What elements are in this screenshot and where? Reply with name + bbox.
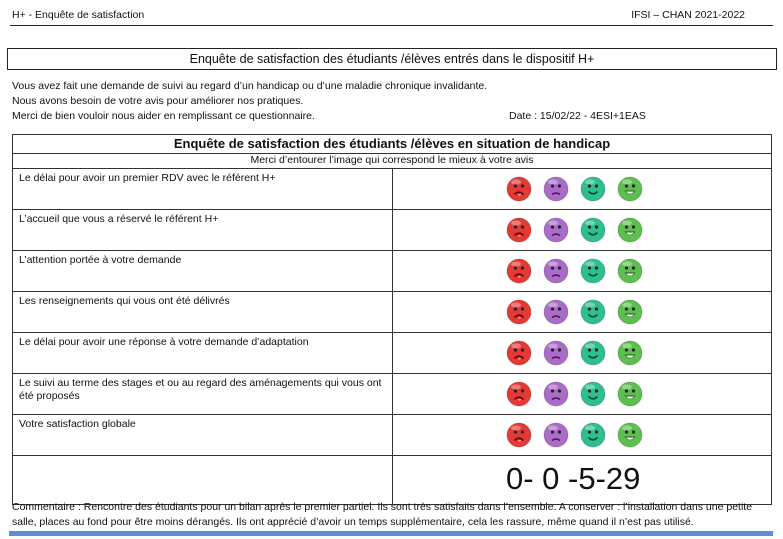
total-label-cell xyxy=(13,456,393,505)
intro-line-3: Merci de bien vouloir nous aider en remplissant ce questionnaire. xyxy=(12,110,315,122)
very-unhappy-face-icon[interactable] xyxy=(506,340,532,366)
happy-face-icon[interactable] xyxy=(580,176,606,202)
very-happy-face-icon[interactable] xyxy=(617,258,643,284)
rating-faces xyxy=(393,415,771,455)
survey-instruction: Merci d’entourer l’image qui correspond le mieux à votre avis xyxy=(13,154,772,169)
question-label: Les renseignements qui vous ont été délivrés xyxy=(13,292,393,333)
rating-faces xyxy=(393,292,771,332)
unhappy-face-icon[interactable] xyxy=(543,258,569,284)
very-happy-face-icon[interactable] xyxy=(617,340,643,366)
question-row xyxy=(13,251,772,292)
header-title: H+ - Enquête de satisfaction xyxy=(12,9,145,21)
score-tally: 0- 0 -5-29 xyxy=(506,461,641,496)
rating-faces-cell xyxy=(393,169,772,210)
rating-faces xyxy=(393,251,771,291)
happy-face-icon[interactable] xyxy=(580,340,606,366)
rating-faces-cell xyxy=(393,292,772,333)
footer-bar xyxy=(9,531,773,536)
happy-face-icon[interactable] xyxy=(580,299,606,325)
intro-line-2: Nous avons besoin de votre avis pour améliorer nos pratiques. xyxy=(12,95,304,107)
very-unhappy-face-icon[interactable] xyxy=(506,258,532,284)
unhappy-face-icon[interactable] xyxy=(543,381,569,407)
very-unhappy-face-icon[interactable] xyxy=(506,381,532,407)
very-unhappy-face-icon[interactable] xyxy=(506,217,532,243)
question-row xyxy=(13,169,772,210)
very-happy-face-icon[interactable] xyxy=(617,299,643,325)
rating-faces xyxy=(393,333,771,373)
happy-face-icon[interactable] xyxy=(580,422,606,448)
very-unhappy-face-icon[interactable] xyxy=(506,176,532,202)
document-title: Enquête de satisfaction des étudiants /élèves entrés dans le dispositif H+ xyxy=(7,48,777,70)
rating-faces-cell xyxy=(393,415,772,456)
question-row xyxy=(13,292,772,333)
unhappy-face-icon[interactable] xyxy=(543,340,569,366)
rating-faces-cell xyxy=(393,333,772,374)
question-row xyxy=(13,374,772,415)
comment-text: Commentaire : Rencontre des étudiants pour un bilan après le premier partiel. Ils sont très satisfaits dans l’ensemble. A conserver : l’installation dans une petite salle, places au fond pour être moins dérangés. Ils ont apprécié d’avoir un temps supplémentaire, cela les rassure, même quand il n’est pas utilisé. xyxy=(12,501,753,528)
question-label: Votre satisfaction globale xyxy=(13,415,393,456)
happy-face-icon[interactable] xyxy=(580,258,606,284)
unhappy-face-icon[interactable] xyxy=(543,299,569,325)
unhappy-face-icon[interactable] xyxy=(543,422,569,448)
very-happy-face-icon[interactable] xyxy=(617,176,643,202)
rating-faces-cell xyxy=(393,251,772,292)
very-unhappy-face-icon[interactable] xyxy=(506,299,532,325)
rating-faces xyxy=(393,374,771,414)
question-label: Le délai pour avoir une réponse à votre demande d’adaptation xyxy=(13,333,393,374)
question-label: L’accueil que vous a réservé le référent H+ xyxy=(13,210,393,251)
very-happy-face-icon[interactable] xyxy=(617,381,643,407)
very-unhappy-face-icon[interactable] xyxy=(506,422,532,448)
question-row xyxy=(13,415,772,456)
question-rows xyxy=(13,169,772,456)
question-row xyxy=(13,333,772,374)
question-label: Le délai pour avoir un premier RDV avec le référent H+ xyxy=(13,169,393,210)
happy-face-icon[interactable] xyxy=(580,217,606,243)
happy-face-icon[interactable] xyxy=(580,381,606,407)
header-divider xyxy=(10,25,773,26)
survey-heading: Enquête de satisfaction des étudiants /élèves en situation de handicap xyxy=(13,135,772,154)
very-happy-face-icon[interactable] xyxy=(617,217,643,243)
survey-table xyxy=(12,134,772,505)
rating-faces xyxy=(393,210,771,250)
question-label: L’attention portée à votre demande xyxy=(13,251,393,292)
rating-faces xyxy=(393,169,771,209)
rating-faces-cell xyxy=(393,210,772,251)
unhappy-face-icon[interactable] xyxy=(543,176,569,202)
total-score-cell xyxy=(393,456,772,505)
date-and-group: Date : 15/02/22 - 4ESI+1EAS xyxy=(509,110,646,122)
unhappy-face-icon[interactable] xyxy=(543,217,569,243)
intro-line-1: Vous avez fait une demande de suivi au regard d’un handicap ou d’une maladie chronique invalidante. xyxy=(12,80,488,92)
header-school-year: IFSI – CHAN 2021-2022 xyxy=(631,9,745,21)
question-row xyxy=(13,210,772,251)
rating-faces-cell xyxy=(393,374,772,415)
very-happy-face-icon[interactable] xyxy=(617,422,643,448)
question-label: Le suivi au terme des stages et ou au regard des aménagements qui vous ont été proposés xyxy=(13,374,393,415)
